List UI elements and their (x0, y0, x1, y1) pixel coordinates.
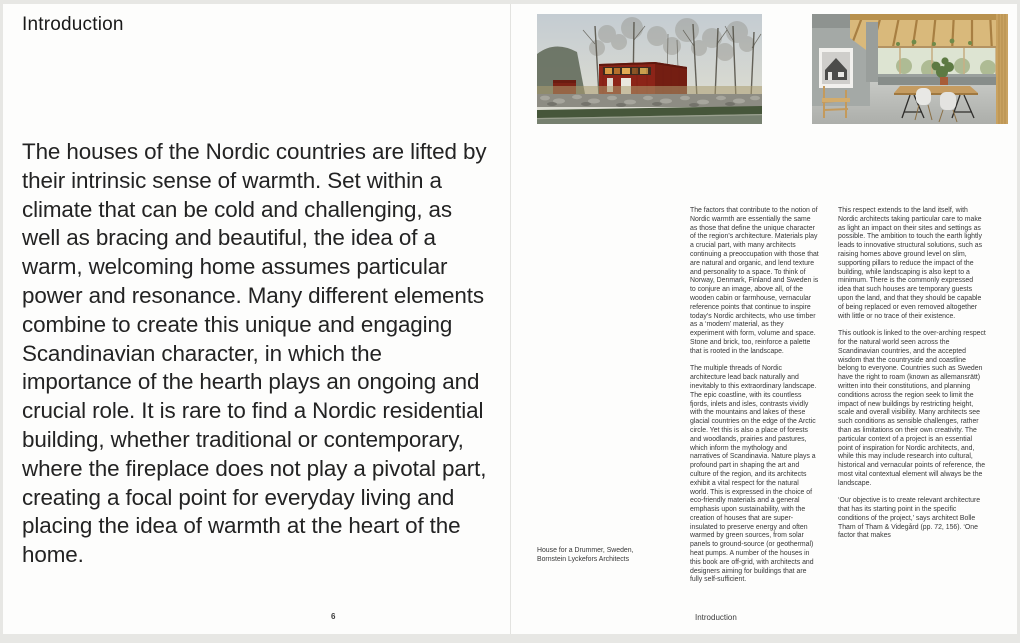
column1-paragraph-1: The factors that contribute to the notion of Nordic warmth are essentially the same as those that define the unique character of the region’s architecture. Materials play a crucial part, with many architects continuing a preoccupation with those that are natural and organic, and lend texture and personality to a space. To think of Norway, Denmark, Finland and Sweden is to conjure an image, above all, of the wooden cabin or farmhouse, vernacular reference points that continue to inspire today’s Nordic architects, who use timber as a ‘modern’ material, as they experiment with form, volume and space. Stone and brick, too, reinforce a palette that is rooted in the landscape. (690, 207, 819, 355)
exterior-photo (537, 14, 762, 124)
photo-caption-line1: House for a Drummer, Sweden, (537, 547, 634, 554)
body-column-2 (838, 207, 987, 550)
body-column-1 (690, 207, 819, 594)
photo-caption (537, 547, 687, 565)
exterior-photo-illustration (537, 14, 762, 124)
column2-paragraph-3: ‘Our objective is to create relevant architecture that has its starting point in the specific conditions of the project,’ says architect Bolle Tham of Tham & Videgård (pp. 72, 156). ‘One factor that makes (838, 497, 981, 540)
page-spread (3, 4, 1017, 634)
interior-photo (812, 14, 1008, 124)
page-number: 6 (331, 612, 336, 621)
running-footer: Introduction (695, 613, 737, 622)
intro-paragraph: The houses of the Nordic countries are lifted by their intrinsic sense of warmth. Set within a climate that can be cold and challenging, as well as bracing and beautiful, the idea of a warm, welcoming home assumes particular power and resonance. Many different elements combine to create this unique and engaging Scandinavian character, in which the importance of the hearth plays an ongoing and crucial role. It is rare to find a Nordic residential building, whether traditional or contemporary, where the fireplace does not play a pivotal part, creating a focal point for everyday living and placing the idea of warmth at the heart of the home. (22, 139, 487, 568)
page-title: Introduction (22, 14, 124, 35)
column2-paragraph-2: This outlook is linked to the over-arching respect for the natural world seen across the Scandinavian countries, and the accepted wisdom that the countryside and coastline belong to everyone. Countries such as Sweden have the right to roam (known as allemansrätt) written into their constitutions, and planning conditions across the region seek to limit the impact of new buildings by restricting height, scale and overall visibility. Many architects see such conditions as sensible challenges, rather than as limitations on their own creativity. The particular context of a project is an essential point of inspiration for Nordic architects, and, while this may include research into cultural, historical and vernacular points of reference, the most vital contextual element will always be the landscape. (838, 330, 986, 487)
interior-photo-illustration (812, 14, 1008, 124)
page-fold-divider (510, 4, 511, 634)
column1-paragraph-2: The multiple threads of Nordic architecture lead back naturally and inevitably to this extraordinary landscape. The epic coastline, with its countless fjords, inlets and isles, contrasts vividly with the mountains and lakes of these glacial countries on the edge of the Arctic circle. Yet this is also a place of forests and woodlands, prairies and pastures, which inform the mythology and narratives of Scandinavia. Nature plays a profound part in shaping the art and culture of the region, and its architects exhibit a vital respect for the natural world. This is expressed in the choice of eco-friendly materials and a general emphasis upon sustainability, with the creation of houses that are super-insulated to preserve energy and often warmed by green sources, from solar panels to ground-source (or geothermal) heat pumps. A number of the houses in this book are off-grid, with architects and designers aiming for buildings that are fully self-sufficient. (690, 365, 817, 584)
column2-paragraph-1: This respect extends to the land itself, with Nordic architects taking particular care to make as light an impact on their sites and settings as possible. The ambition to touch the earth lightly leads to innovative structural solutions, such as raising homes above ground level on slim, supporting pillars to reduce the impact of the building, while landscaping is also kept to a minimum. There is the commonly expressed idea that such houses are temporary guests upon the land, and that they should be capable of being replaced or even removed altogether with little or no trace of their existence. (838, 207, 983, 320)
photo-caption-line2: Bornstein Lyckefors Architects (537, 555, 630, 563)
